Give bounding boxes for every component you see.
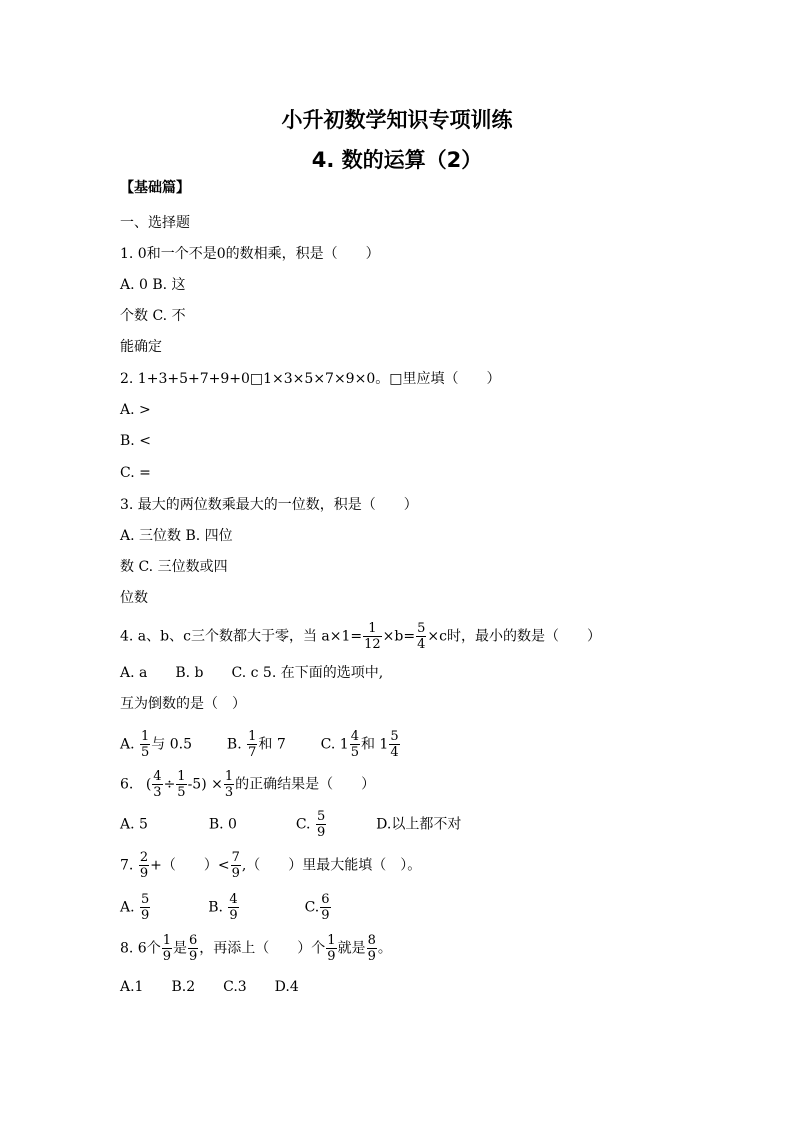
q4-stem-post: ×c时，最小的数是（ ） (427, 628, 601, 645)
q4-options: A. a B. b C. c 5. 在下面的选项中, (120, 665, 384, 681)
q7-option-a-label: A. (120, 899, 135, 916)
q7-stem-mid: +（ ）< (150, 857, 230, 874)
q2-option-c: C. = (120, 465, 151, 481)
q5-option-c-fraction-1: $\frac{4}{5}$ (350, 729, 359, 760)
q8-fraction-3: $\frac{1}{9}$ (327, 933, 336, 964)
q6-option-b: B. 0 (208, 816, 237, 833)
section-heading: 【基础篇】 (120, 180, 190, 196)
q2-stem: 2. 1+3+5+7+9+0□1×3×5×7×9×0。□里应填（ ） (120, 371, 501, 387)
q6-number: 6. (120, 776, 134, 793)
q7-number: 7. (120, 857, 134, 874)
q1-options-line1: A. 0 B. 这 (120, 277, 186, 293)
q7-fraction-2: $\frac{7}{9}$ (231, 850, 240, 881)
q5-option-b-fraction: $\frac{1}{7}$ (248, 729, 257, 760)
q6-option-c-label: C. (295, 816, 311, 833)
page-title: 小升初数学知识专项训练 (281, 108, 513, 132)
part-heading: 一、选择题 (120, 215, 190, 231)
q5-option-a-text: 与 0.5 (151, 736, 193, 753)
q6-op-1: ÷ (163, 776, 176, 793)
q4-stem (120, 621, 601, 652)
q5-options (120, 729, 401, 760)
q7-fraction-1: $\frac{2}{9}$ (139, 850, 149, 881)
q8-fraction-4: $\frac{8}{9}$ (367, 933, 376, 964)
q5-option-b-label: B. (226, 736, 242, 753)
q5-option-c-mid: 和 1 (360, 736, 389, 753)
q5-option-a-fraction: $\frac{1}{5}$ (141, 729, 150, 760)
q3-options-line1: A. 三位数 B. 四位 (120, 528, 233, 544)
q3-options-line3: 位数 (120, 590, 148, 606)
q8-stem (120, 933, 392, 964)
q8-stem-m3: 就是 (337, 940, 366, 957)
page-subtitle: 4. 数的运算（2） (311, 148, 483, 172)
q7-stem (120, 850, 421, 881)
q8-stem-m2: ，再添上（ ）个 (199, 940, 326, 957)
q5-option-a-label: A. (120, 736, 135, 753)
q1-stem: 1. 0和一个不是0的数相乘，积是（ ） (120, 246, 380, 262)
q7-stem-post: ,（ ）里最大能填（ ）。 (241, 857, 422, 874)
q7-option-a-fraction: $\frac{5}{9}$ (141, 892, 150, 923)
q5-option-c-fraction-2: $\frac{5}{4}$ (390, 729, 399, 760)
q6-fraction-1: $\frac{4}{3}$ (153, 769, 162, 800)
q7-option-c-fraction: $\frac{6}{9}$ (321, 892, 330, 923)
q4-stem-mid: ×b= (382, 628, 416, 645)
q7-option-c-label: C. (304, 899, 320, 916)
q8-stem-m1: 是 (173, 940, 187, 957)
q6-option-c-fraction: $\frac{5}{9}$ (316, 809, 326, 840)
q6-fraction-2: $\frac{1}{5}$ (177, 769, 186, 800)
q6-stem (120, 769, 375, 800)
q7-option-b-fraction: $\frac{4}{9}$ (229, 892, 238, 923)
q8-options: A.1 B.2 C.3 D.4 (120, 979, 299, 995)
q8-stem-pre: 8. 6个 (120, 940, 161, 957)
q7-options (120, 892, 332, 923)
q1-options-line2: 个数 C. 不 (120, 308, 186, 324)
q6-fraction-3: $\frac{1}{3}$ (224, 769, 234, 800)
q6-option-a: A. 5 (120, 816, 148, 833)
q1-options-line3: 能确定 (120, 339, 162, 355)
q3-options-line2: 数 C. 三位数或四 (120, 559, 228, 575)
q3-stem: 3. 最大的两位数乘最大的一位数，积是（ ） (120, 497, 418, 513)
q8-stem-post: 。 (377, 940, 392, 957)
q6-op-2: -5) × (187, 776, 223, 793)
q5-option-b-text: 和 7 (258, 736, 286, 753)
q2-option-a: A. > (120, 402, 151, 418)
q6-stem-post: 的正确结果是（ ） (235, 776, 376, 793)
q8-fraction-2: $\frac{6}{9}$ (189, 933, 198, 964)
q7-option-b-label: B. (208, 899, 223, 916)
q6-options (120, 809, 461, 840)
q4-stem-pre: 4. a、b、c三个数都大于零，当 a×1= (120, 628, 363, 645)
q5-option-c-label: C. 1 (320, 736, 349, 753)
q6-option-d: D.以上都不对 (376, 816, 462, 833)
q5-stem: 互为倒数的是（ ） (120, 696, 246, 712)
q2-option-b: B. < (120, 433, 151, 449)
q4-fraction-1: $\frac{1}{12}$ (364, 621, 381, 652)
q6-open-paren: ( (145, 776, 152, 793)
q4-fraction-2: $\frac{5}{4}$ (417, 621, 426, 652)
q8-fraction-1: $\frac{1}{9}$ (162, 933, 171, 964)
